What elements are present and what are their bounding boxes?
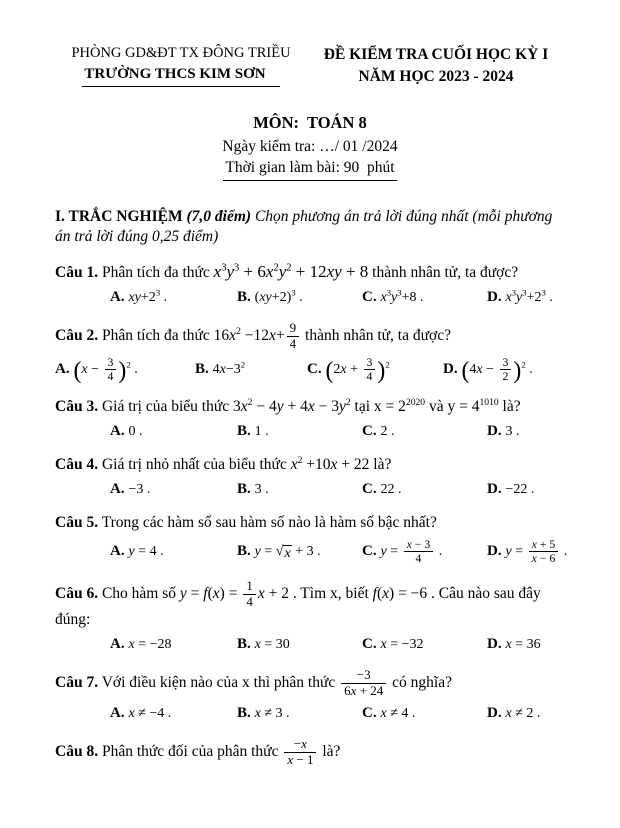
question	[55, 668, 565, 724]
option-content: y = √ x + 3 .	[254, 544, 321, 562]
option	[110, 421, 237, 442]
option-label: A.	[55, 360, 70, 377]
department-name: PHÒNG GD&ĐT TX ĐÔNG TRIỀU	[71, 45, 291, 61]
options-row	[55, 287, 565, 308]
option-content: x ≠ 3 .	[254, 705, 290, 721]
option-content: (x − $\frac{3}{4}$ )$^2$ .	[73, 355, 138, 385]
question-body	[55, 579, 565, 630]
option-content: y = $\frac{x - 3}{4}$ .	[380, 537, 443, 566]
option	[110, 479, 237, 500]
question-label: Câu 5.	[55, 514, 99, 532]
option	[487, 287, 565, 308]
option	[362, 479, 487, 500]
question	[55, 513, 568, 566]
question-body	[55, 513, 565, 533]
option	[237, 479, 362, 500]
option-content: 0 .	[128, 424, 143, 440]
question	[55, 579, 565, 655]
question	[55, 397, 565, 442]
question-text: Giá trị của biểu thức $3x^2 - 4y + 4x - 3y^2$ tại $x = 2^{2020}$ và $y = 4^{1010}$ là?	[101, 396, 521, 415]
option-content: x = 30	[254, 637, 290, 653]
option-label: B.	[237, 481, 251, 498]
option	[237, 541, 362, 562]
option-content: $x^3y^3+2^3$ .	[505, 287, 553, 305]
question	[55, 737, 565, 768]
option	[443, 356, 565, 384]
option-content: x = −32	[380, 637, 424, 653]
question-label: Câu 3.	[55, 397, 99, 415]
option	[487, 538, 567, 566]
time-limit-line: Thời gian làm bài: 90 phút	[55, 158, 565, 180]
exam-date-line: Ngày kiểm tra: …/ 01 /2024	[222, 137, 398, 155]
option-content: y = 4 .	[128, 544, 164, 560]
option	[237, 421, 362, 442]
option	[110, 541, 237, 562]
option	[110, 287, 237, 308]
option-label: B.	[237, 288, 251, 305]
header-left	[55, 44, 307, 87]
option-label: B.	[237, 543, 251, 560]
option-label: D.	[487, 288, 502, 305]
option-content: 3 .	[254, 482, 269, 498]
school-name: TRƯỜNG THCS KIM SƠN	[82, 65, 279, 87]
option	[362, 287, 487, 308]
options-row	[55, 356, 565, 384]
option-label: C.	[362, 636, 377, 653]
option-label: C.	[362, 542, 377, 559]
option-content: x ≠ −4 .	[128, 705, 172, 721]
question	[55, 455, 565, 500]
option-content: $x^3y^3+8$ .	[380, 287, 424, 305]
option	[237, 287, 362, 308]
option	[307, 356, 443, 384]
option-label: A.	[110, 288, 125, 305]
option	[362, 421, 487, 442]
option-label: D.	[487, 542, 502, 559]
question	[55, 261, 565, 308]
question-body	[55, 737, 565, 768]
option	[362, 634, 487, 655]
question-text: Phân thức đối của phân thức $\frac{-x}{x - 1}$ là?	[101, 735, 341, 767]
section-points: (7,0 điểm)	[186, 207, 255, 225]
option-label: D.	[487, 636, 502, 653]
question-body	[55, 397, 565, 417]
subject-line: MÔN: TOÁN 8	[253, 112, 367, 132]
options-row	[55, 421, 565, 442]
option-content: x = 36	[505, 637, 541, 653]
question-text: Cho hàm số y = f(x) = $\frac{1}{4}$ x + 2 . Tìm x, biết f(x) = −6 . Câu nào sau đây đúng:	[55, 577, 541, 628]
option-content: $(xy+2)^3$ .	[254, 287, 303, 305]
option-label: C.	[362, 704, 377, 721]
section-title: I. TRẮC NGHIỆM	[55, 207, 187, 225]
option-label: A.	[110, 543, 125, 560]
option-content: −22 .	[505, 482, 535, 498]
question-body	[55, 668, 565, 699]
option	[487, 634, 565, 655]
option	[487, 479, 565, 500]
option-label: D.	[487, 481, 502, 498]
option-label: D.	[443, 360, 458, 377]
question-label: Câu 6.	[55, 584, 99, 602]
option-label: B.	[195, 361, 209, 378]
question-text: Giá trị nhỏ nhất của biểu thức $x^2 +10x + 22$ là?	[101, 454, 392, 473]
header	[55, 44, 565, 89]
question-text: Trong các hàm số sau hàm số nào là hàm số bậc nhất?	[101, 514, 437, 532]
option-content: 1 .	[254, 424, 269, 440]
option-content: $4x-3^2$	[212, 359, 246, 378]
option-content: x ≠ 4 .	[380, 705, 416, 721]
question-label: Câu 7.	[55, 673, 99, 691]
option	[487, 703, 565, 724]
option-label: A.	[110, 704, 125, 721]
options-row	[55, 634, 565, 655]
option	[237, 703, 362, 724]
option	[195, 359, 307, 380]
option-label: B.	[237, 423, 251, 440]
option	[110, 634, 237, 655]
question-body	[55, 455, 565, 475]
question-label: Câu 8.	[55, 742, 99, 760]
header-right	[307, 44, 565, 89]
question-text: Phân tích đa thức $x^3y^3 + 6x^2y^2 + 12xy + 8$ thành nhân tử, ta được?	[101, 261, 519, 281]
option-content: 3 .	[505, 424, 520, 440]
question-text: Với điều kiện nào của x thì phân thức $\frac{-3}{6x + 24}$ có nghĩa?	[101, 666, 452, 698]
question-text: Phân tích đa thức $16x^2 -12x+$ $\frac{9}{4}$ thành nhân tử, ta được?	[101, 319, 451, 351]
option-content: x = −28	[128, 637, 172, 653]
question-body	[55, 321, 565, 352]
option	[55, 356, 195, 384]
section-instruction: Chọn phương án trả lời đúng nhất (mỗi phương án trả lời đúng 0,25 điểm)	[55, 207, 553, 246]
option	[110, 703, 237, 724]
option-content: (4x − $\frac{3}{2}$ )$^2$ .	[461, 355, 533, 385]
option-label: C.	[362, 481, 377, 498]
option-label: D.	[487, 423, 502, 440]
option	[237, 634, 362, 655]
question-body	[55, 261, 565, 283]
school-year: NĂM HỌC 2023 - 2024	[358, 68, 514, 86]
option-label: B.	[237, 704, 251, 721]
option-content: x ≠ 2 .	[505, 705, 541, 721]
options-row	[55, 537, 568, 566]
options-row	[55, 703, 565, 724]
question-label: Câu 1.	[55, 263, 99, 281]
question-label: Câu 2.	[55, 326, 99, 344]
option-label: A.	[110, 636, 125, 653]
question-list	[55, 261, 568, 768]
options-row	[55, 479, 565, 500]
option-label: B.	[237, 636, 251, 653]
option-content: $xy+2^3$ .	[128, 287, 168, 305]
option-label: A.	[110, 423, 125, 440]
option-label: C.	[307, 360, 322, 377]
question-label: Câu 4.	[55, 455, 99, 473]
option	[362, 703, 487, 724]
option-label: A.	[110, 481, 125, 498]
option-content: y = $\frac{x + 5}{x - 6}$ .	[505, 537, 568, 566]
option-content: 2 .	[380, 424, 395, 440]
option	[362, 538, 487, 566]
exam-title: ĐỀ KIỂM TRA CUỐI HỌC KỲ I	[323, 46, 549, 63]
section-heading	[55, 207, 565, 248]
option-label: D.	[487, 704, 502, 721]
option-content: 22 .	[380, 482, 402, 498]
option-label: C.	[362, 288, 377, 305]
option	[487, 421, 565, 442]
option-content: (2x + $\frac{3}{4}$ )$^2$	[325, 355, 390, 385]
option-content: −3 .	[128, 482, 151, 498]
question	[55, 321, 565, 384]
option-label: C.	[362, 423, 377, 440]
